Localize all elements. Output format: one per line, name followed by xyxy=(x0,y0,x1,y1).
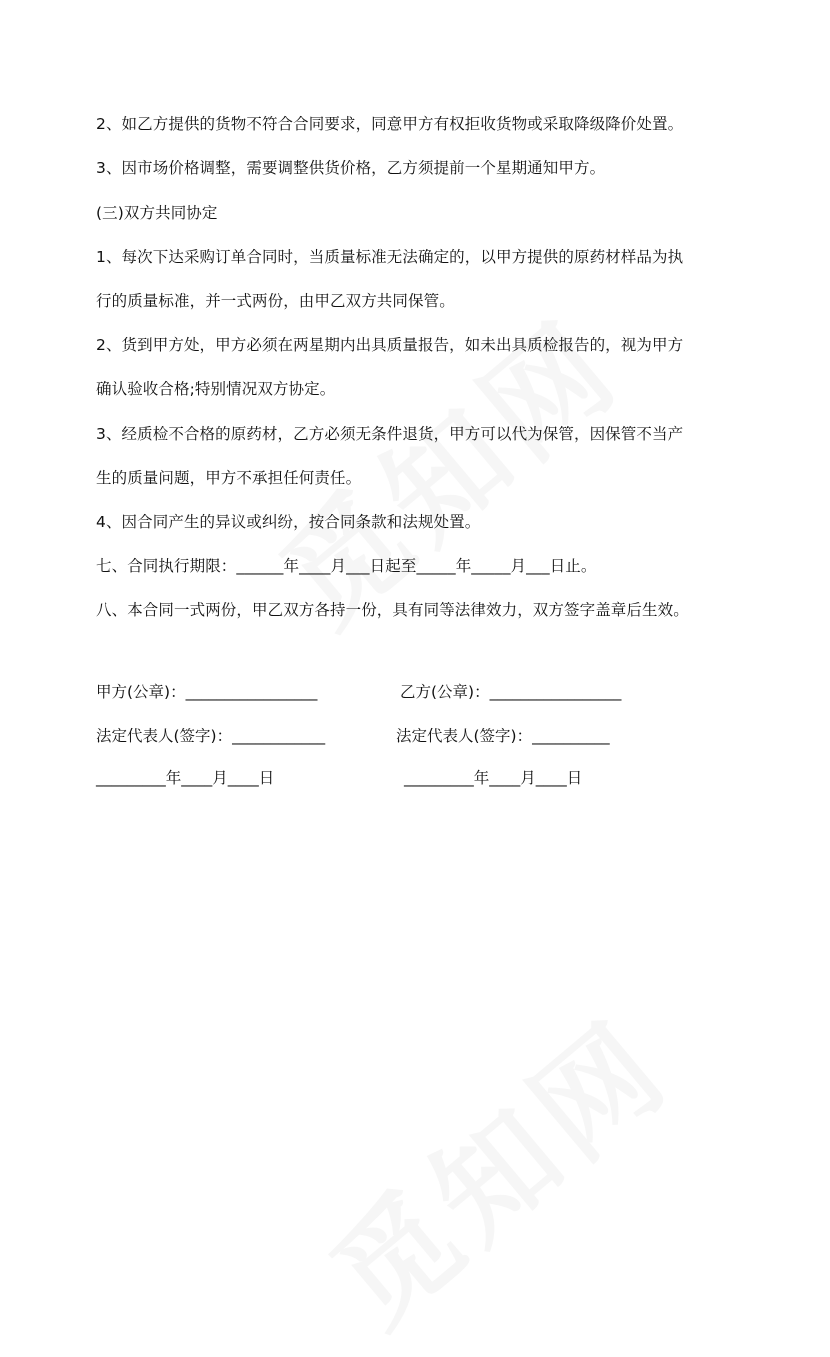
paragraph: 行的质量标准，并一式两份，由甲乙双方共同保管。 xyxy=(96,292,455,310)
party-b-representative: 法定代表人(签字)：__________ xyxy=(396,727,610,745)
paragraph: 1、每次下达采购订单合同时，当质量标准无法确定的，以甲方提供的原药材样品为执 xyxy=(96,248,684,266)
paragraph: 2、如乙方提供的货物不符合合同要求，同意甲方有权拒收货物或采取降级降价处置。 xyxy=(96,115,684,133)
paragraph: 生的质量问题，甲方不承担任何责任。 xyxy=(96,469,362,487)
paragraph: 3、经质检不合格的原药材，乙方必须无条件退货，甲方可以代为保管，因保管不当产 xyxy=(96,425,684,443)
party-a-seal: 甲方(公章)：_________________ xyxy=(96,683,318,701)
paragraph: 八、本合同一式两份，甲乙双方各持一份，具有同等法律效力，双方签字盖章后生效。 xyxy=(96,601,689,619)
party-a-representative: 法定代表人(签字)：____________ xyxy=(96,727,326,745)
section-heading: (三)双方共同协定 xyxy=(96,204,218,222)
paragraph: 3、因市场价格调整，需要调整供货价格，乙方须提前一个星期通知甲方。 xyxy=(96,159,606,177)
paragraph: 4、因合同产生的异议或纠纷，按合同条款和法规处置。 xyxy=(96,513,481,531)
paragraph: 确认验收合格;特别情况双方协定。 xyxy=(96,380,336,398)
party-a-date: _________年____月____日 xyxy=(96,769,275,787)
paragraph: 2、货到甲方处，甲方必须在两星期内出具质量报告，如未出具质检报告的，视为甲方 xyxy=(96,336,684,354)
party-b-seal: 乙方(公章)：_________________ xyxy=(400,683,622,701)
contract-term: 七、合同执行期限：______年____月___日起至_____年_____月___日止。 xyxy=(96,557,597,575)
watermark-bottom xyxy=(290,975,699,1357)
party-b-date: _________年____月____日 xyxy=(404,769,583,787)
